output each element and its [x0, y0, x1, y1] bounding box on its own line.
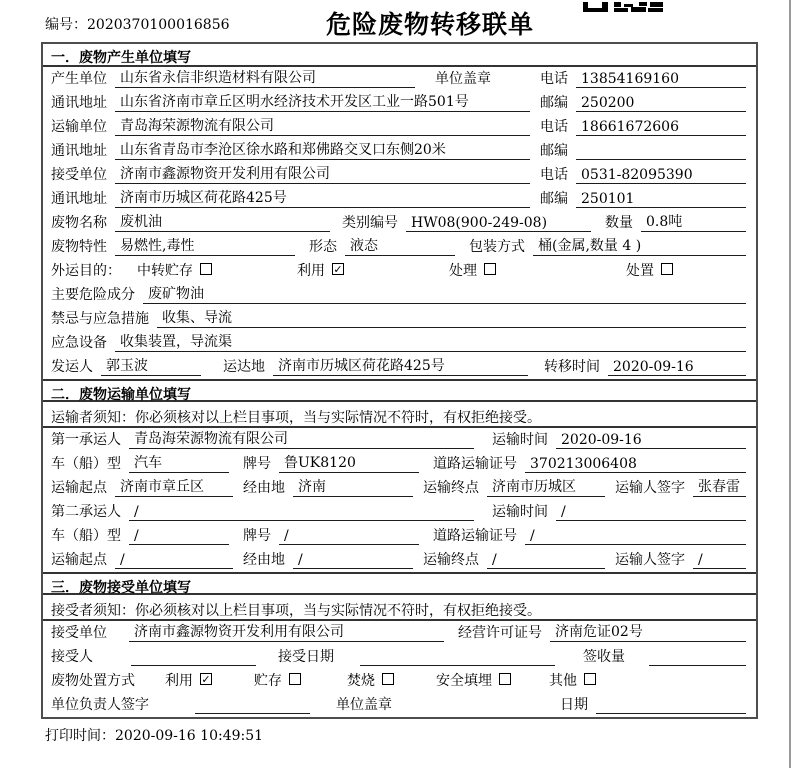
transporter-unit-value: 青岛海荣源物流有限公司 [115, 115, 530, 136]
vehicle1-type-value: 汽车 [129, 452, 229, 473]
manager-sign-label: 单位负责人签字 [51, 697, 149, 713]
accept-date-value [360, 649, 555, 666]
permit1-value: 370213006408 [525, 456, 746, 473]
vehicle2-type-label: 车（船）型 [51, 528, 121, 544]
carrier2-row [43, 500, 756, 524]
option-transit-storage [137, 260, 212, 280]
transporter-address-value: 山东省青岛市李沧区徐水路和郑佛路交叉口东侧20米 [115, 139, 530, 160]
hazard-components-row [43, 283, 756, 307]
plate1-label: 牌号 [243, 456, 271, 472]
disposal-method-label: 废物处置方式 [51, 673, 135, 689]
option-disposal-storage [254, 670, 301, 690]
treat-checkbox [484, 263, 496, 275]
option-treat [449, 260, 496, 280]
waste-name-value: 废机油 [115, 211, 330, 232]
route1-via-label: 经由地 [243, 480, 285, 496]
accept-person-value [131, 649, 256, 666]
document-header [0, 0, 796, 42]
vehicle2-type-value: / [129, 528, 229, 545]
disposal-method-row [43, 669, 756, 693]
packing-value: 桶(金属,数量 4 ) [533, 235, 746, 256]
producer-unit-row [43, 67, 756, 91]
option-dispose-label: 处置 [626, 263, 654, 279]
dispatcher-value: 郭玉波 [101, 355, 201, 376]
waste-name-row [43, 211, 756, 235]
disposal-other-checkbox [584, 673, 596, 685]
serial-label: 编号： [45, 17, 87, 33]
accept-unit-label: 接受单位 [51, 625, 107, 641]
option-utilize-label: 利用 [297, 263, 325, 279]
carrier1-value: 青岛海荣源物流有限公司 [129, 428, 474, 449]
dispose-checkbox [661, 263, 673, 275]
route2-end-label: 运输终点 [423, 552, 479, 568]
producer-phone-label: 电话 [540, 71, 568, 87]
receiver-unit-row [43, 163, 756, 187]
sign-date-value [596, 697, 746, 714]
receiver-address-label: 通讯地址 [51, 191, 107, 207]
plate1-value: 鲁UK8120 [279, 452, 419, 473]
transporter-notice: 运输者须知：你必须核对以上栏目事项，当与实际情况不符时，有权拒绝接受。 [43, 402, 756, 428]
transfer-purpose-label: 外运目的： [51, 263, 121, 279]
receiver-notice: 接受者须知：你必须核对以上栏目事项，当与实际情况不符时，有权拒绝接受。 [43, 595, 756, 621]
carrier1-label: 第一承运人 [51, 432, 121, 448]
taboo-measures-row [43, 307, 756, 331]
transporter-unit-row [43, 115, 756, 139]
route2-start-label: 运输起点 [51, 552, 107, 568]
section2-title: 二．废物运输单位填写 [43, 379, 756, 402]
plate2-value: / [279, 528, 419, 545]
route1-start-label: 运输起点 [51, 480, 107, 496]
carrier2-value: / [129, 504, 474, 521]
dispatcher-row [43, 355, 756, 379]
accept-person-label: 接受人 [51, 649, 93, 665]
route2-via-value: / [293, 552, 413, 569]
receiver-zip-value: 250101 [576, 191, 746, 208]
taboo-measures-label: 禁忌与应急措施 [51, 311, 149, 327]
disposal-storage-label: 贮存 [254, 673, 282, 689]
emergency-equipment-label: 应急设备 [51, 335, 107, 351]
waste-name-label: 废物名称 [51, 215, 107, 231]
option-utilize [297, 260, 344, 280]
disposal-other-label: 其他 [549, 673, 577, 689]
option-treat-label: 处理 [449, 263, 477, 279]
emergency-equipment-row [43, 331, 756, 355]
disposal-incinerate-label: 焚烧 [347, 673, 375, 689]
accept-unit-value: 济南市鑫源物资开发利用有限公司 [129, 621, 444, 642]
option-disposal-other [549, 670, 596, 690]
waste-category-label: 类别编号 [342, 215, 398, 231]
transporter-phone-label: 电话 [540, 119, 568, 135]
route1-via-value: 济南 [293, 476, 413, 497]
accept-date-label: 接受日期 [278, 649, 334, 665]
route1-end-value: 济南市历城区 [487, 476, 605, 497]
manager-sign-value [195, 697, 310, 714]
route2-end-value: / [487, 552, 605, 569]
transit-storage-checkbox [200, 263, 212, 275]
route2-sign-label: 运输人签字 [615, 552, 685, 568]
destination-label: 运达地 [223, 359, 265, 375]
transporter-phone-value: 18661672606 [576, 119, 746, 136]
accept-person-row [43, 645, 756, 669]
carrier1-row [43, 428, 756, 452]
route1-sign-label: 运输人签字 [615, 480, 685, 496]
producer-address-label: 通讯地址 [51, 95, 107, 111]
serial-number-line [45, 14, 230, 34]
producer-zip-value: 250200 [576, 95, 746, 112]
received-amount-value [649, 649, 746, 666]
serial-value: 2020370100016856 [87, 17, 230, 33]
route2-sign-value: / [693, 552, 746, 569]
manager-sign-row [43, 693, 756, 717]
transporter-unit-label: 运输单位 [51, 119, 107, 135]
section3-title: 三．废物接受单位填写 [43, 572, 756, 595]
route1-sign-value: 张春雷 [693, 476, 746, 497]
waste-form-label: 形态 [309, 239, 337, 255]
destination-value: 济南市历城区荷花路425号 [273, 355, 528, 376]
option-disposal-landfill [436, 670, 511, 690]
unit-seal2-label: 单位盖章 [336, 697, 392, 713]
route1-row [43, 476, 756, 500]
producer-address-row [43, 91, 756, 115]
print-time: 打印时间：2020-09-16 10:49:51 [45, 728, 264, 744]
waste-traits-row [43, 235, 756, 259]
transport-time1-label: 运输时间 [492, 432, 548, 448]
vehicle1-type-label: 车（船）型 [51, 456, 121, 472]
producer-phone-value: 13854169160 [576, 71, 746, 88]
waste-traits-label: 废物特性 [51, 239, 107, 255]
emergency-equipment-value: 收集装置，导流渠 [115, 331, 746, 352]
receiver-address-value: 济南市历城区荷花路425号 [115, 187, 530, 208]
receiver-phone-value: 0531-82095390 [576, 167, 746, 184]
page-edge-line [789, 0, 791, 768]
waste-category-value: HW08(900-249-08) [406, 215, 591, 232]
utilize-checkbox: ✓ [333, 262, 343, 276]
waste-form-value: 液态 [345, 235, 455, 256]
receiver-unit-label: 接受单位 [51, 167, 107, 183]
route1-end-label: 运输终点 [423, 480, 479, 496]
section1-title: 一．废物产生单位填写 [43, 44, 756, 67]
transfer-time-value: 2020-09-16 [608, 359, 746, 376]
dispatcher-label: 发运人 [51, 359, 93, 375]
vehicle2-row [43, 524, 756, 548]
disposal-utilize-label: 利用 [165, 673, 193, 689]
transporter-zip-label: 邮编 [540, 143, 568, 159]
permit1-label: 道路运输证号 [433, 456, 517, 472]
option-dispose [626, 260, 673, 280]
receiver-address-row [43, 187, 756, 211]
unit-seal-label: 单位盖章 [435, 71, 491, 87]
permit2-label: 道路运输证号 [433, 528, 517, 544]
transfer-time-label: 转移时间 [544, 359, 600, 375]
disposal-incinerate-checkbox [382, 673, 394, 685]
manifest-form [41, 42, 758, 719]
producer-zip-label: 邮编 [540, 95, 568, 111]
waste-traits-value: 易燃性,毒性 [115, 235, 295, 256]
transport-time2-label: 运输时间 [492, 504, 548, 520]
waste-qty-label: 数量 [605, 215, 633, 231]
hazard-components-label: 主要危险成分 [51, 287, 135, 303]
page-title: 危险废物转移联单 [325, 10, 535, 39]
accept-unit-row [43, 621, 756, 645]
producer-unit-label: 产生单位 [51, 71, 107, 87]
transport-time1-value: 2020-09-16 [556, 432, 746, 449]
permit2-value: / [525, 528, 746, 545]
packing-label: 包装方式 [469, 239, 525, 255]
transporter-address-label: 通讯地址 [51, 143, 107, 159]
license-value: 济南危证02号 [550, 621, 746, 642]
disposal-storage-checkbox [289, 673, 301, 685]
producer-address-value: 山东省济南市章丘区明水经济技术开发区工业一路501号 [115, 91, 530, 112]
route2-start-value: / [115, 552, 233, 569]
option-transit-storage-label: 中转贮存 [137, 263, 193, 279]
receiver-zip-label: 邮编 [540, 191, 568, 207]
vehicle1-row [43, 452, 756, 476]
sign-date-label: 日期 [560, 697, 588, 713]
transport-time2-value: / [556, 504, 746, 521]
hazard-components-value: 废矿物油 [143, 283, 746, 304]
disposal-landfill-label: 安全填埋 [436, 673, 492, 689]
carrier2-label: 第二承运人 [51, 504, 121, 520]
route2-row [43, 548, 756, 572]
transporter-zip-value [576, 143, 746, 160]
taboo-measures-value: 收集、导流 [157, 307, 746, 328]
route2-via-label: 经由地 [243, 552, 285, 568]
disposal-landfill-checkbox [499, 673, 511, 685]
waste-qty-value: 0.8吨 [641, 211, 746, 232]
license-label: 经营许可证号 [458, 625, 542, 641]
receiver-unit-value: 济南市鑫源物资开发利用有限公司 [115, 163, 530, 184]
route1-start-value: 济南市章丘区 [115, 476, 233, 497]
transfer-purpose-row [43, 259, 756, 283]
received-amount-label: 签收量 [583, 649, 625, 665]
option-disposal-utilize [165, 670, 212, 690]
plate2-label: 牌号 [243, 528, 271, 544]
transporter-address-row [43, 139, 756, 163]
option-disposal-incinerate [347, 670, 394, 690]
receiver-phone-label: 电话 [540, 167, 568, 183]
producer-unit-value: 山东省永信非织造材料有限公司 [115, 67, 415, 88]
disposal-utilize-checkbox: ✓ [201, 672, 211, 686]
